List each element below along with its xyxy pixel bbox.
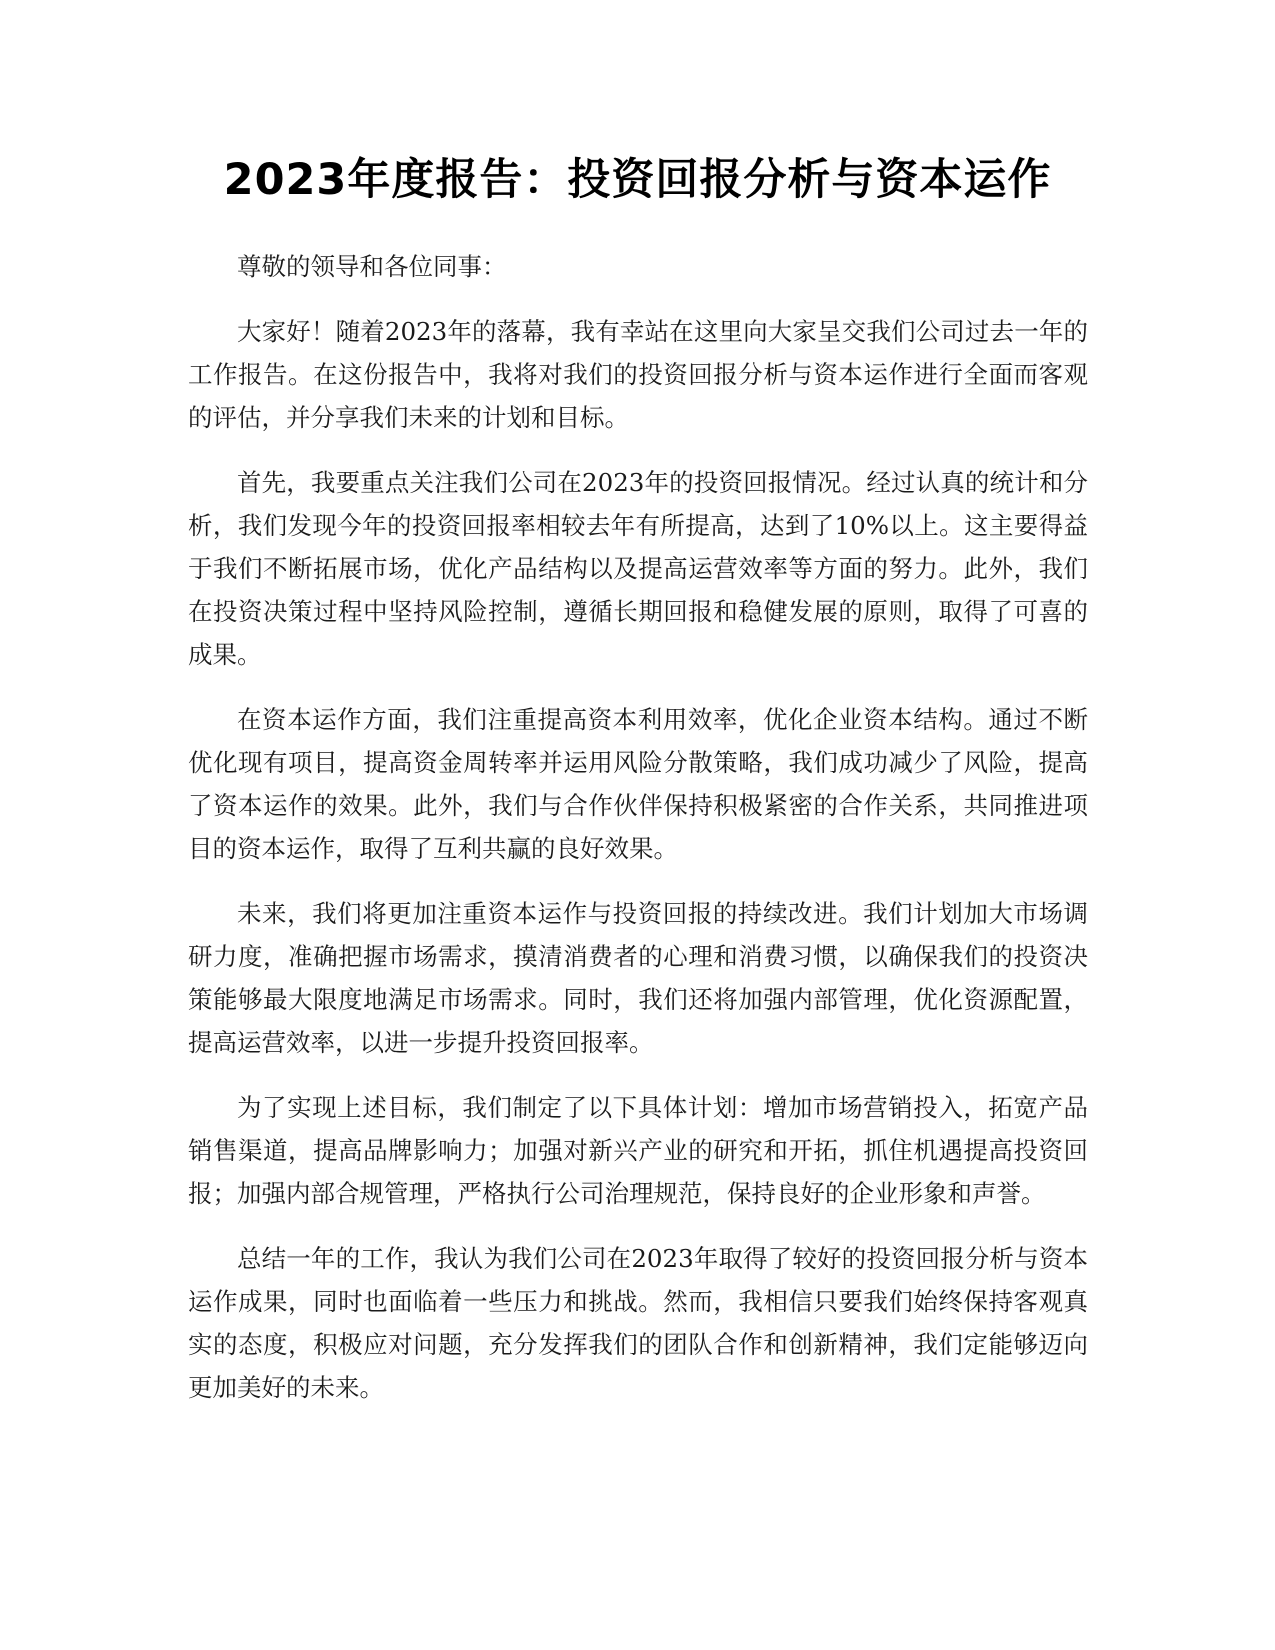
body-paragraph: 首先，我要重点关注我们公司在2023年的投资回报情况。经过认真的统计和分析，我们发现今年的投资回报率相较去年有所提高，达到了10%以上。这主要得益于我们不断拓展市场，优化产品结构以及提高运营效率等方面的努力。此外，我们在投资决策过程中坚持风险控制，遵循长期回报和稳健发展的原则，取得了可喜的成果。 (188, 468, 1088, 669)
body-paragraph: 为了实现上述目标，我们制定了以下具体计划：增加市场营销投入，拓宽产品销售渠道，提高品牌影响力；加强对新兴产业的研究和开拓，抓住机遇提高投资回报；加强内部合规管理，严格执行公司治理规范，保持良好的企业形象和声誉。 (188, 1093, 1088, 1208)
body-paragraph: 未来，我们将更加注重资本运作与投资回报的持续改进。我们计划加大市场调研力度，准确把握市场需求，摸清消费者的心理和消费习惯，以确保我们的投资决策能够最大限度地满足市场需求。同时，我们还将加强内部管理，优化资源配置，提高运营效率，以进一步提升投资回报率。 (188, 899, 1088, 1057)
body-paragraph: 在资本运作方面，我们注重提高资本利用效率，优化企业资本结构。通过不断优化现有项目，提高资金周转率并运用风险分散策略，我们成功减少了风险，提高了资本运作的效果。此外，我们与合作伙伴保持积极紧密的合作关系，共同推进项目的资本运作，取得了互利共赢的良好效果。 (188, 705, 1088, 863)
body-paragraph: 大家好！随着2023年的落幕，我有幸站在这里向大家呈交我们公司过去一年的工作报告。在这份报告中，我将对我们的投资回报分析与资本运作进行全面而客观的评估，并分享我们未来的计划和目标。 (188, 317, 1088, 432)
document-title: 2023年度报告：投资回报分析与资本运作 (223, 155, 1052, 205)
salutation-paragraph: 尊敬的领导和各位同事： (237, 252, 507, 281)
document-body (188, 245, 1088, 1431)
body-paragraph: 总结一年的工作，我认为我们公司在2023年取得了较好的投资回报分析与资本运作成果，同时也面临着一些压力和挑战。然而，我相信只要我们始终保持客观真实的态度，积极应对问题，充分发挥我们的团队合作和创新精神，我们定能够迈向更加美好的未来。 (188, 1244, 1088, 1402)
